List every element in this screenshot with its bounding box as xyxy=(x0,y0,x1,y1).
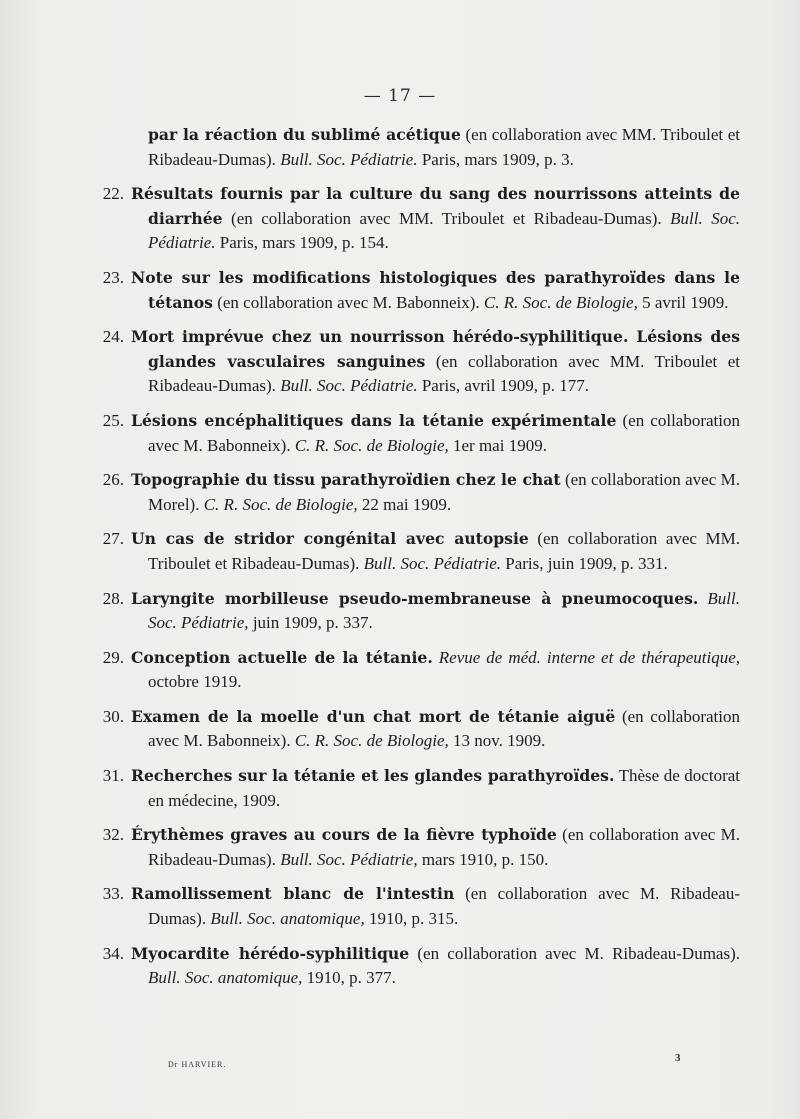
entry-text xyxy=(148,123,740,172)
entry-text xyxy=(131,764,740,813)
entry-details: 1er mai 1909. xyxy=(448,435,547,455)
bibliography-entry xyxy=(0,942,800,991)
entry-journal: Bull. Soc. Pédiatrie. xyxy=(363,553,502,573)
entry-collaboration: (en collaboration avec MM. Triboulet et Ribadeau-Dumas). xyxy=(222,208,671,228)
entry-number: 33. xyxy=(102,884,124,904)
entry-collaboration: Thèse de doctorat en médecine, 1909. xyxy=(148,766,741,810)
entry-title: Note sur les modifications histologiques des parathyroïdes dans le tétanos xyxy=(131,267,740,312)
entry-title: Recherches sur la tétanie et les glandes parathyroïdes. xyxy=(131,766,615,786)
entry-number: 26. xyxy=(102,470,124,490)
entry-journal: Bull. Soc. anatomique, xyxy=(210,909,365,929)
entry-number: 25. xyxy=(102,410,124,430)
entry-number: 34. xyxy=(102,943,124,963)
bibliography-entry xyxy=(0,764,800,813)
bibliography-entry xyxy=(0,325,800,399)
entry-title: Érythèmes graves au cours de la fièvre typhoïde xyxy=(131,825,557,845)
bibliography-entry xyxy=(0,527,800,576)
entry-title: par la réaction du sublimé acétique xyxy=(148,125,461,144)
entry-number: 29. xyxy=(102,647,124,667)
entry-text xyxy=(131,587,740,636)
bibliography-entry xyxy=(0,409,800,458)
entry-details: 1910, p. 377. xyxy=(302,968,396,988)
entry-text xyxy=(131,409,740,458)
entry-collaboration: (en collaboration avec M. Ribadeau-Dumas). xyxy=(148,884,740,929)
entry-text xyxy=(131,882,740,931)
entry-text xyxy=(131,823,740,872)
entry-text xyxy=(131,705,740,754)
entry-collaboration: (en collaboration avec M. Morel). xyxy=(148,470,741,514)
entry-details: Paris, avril 1909, p. 177. xyxy=(417,376,589,396)
entry-text xyxy=(131,182,740,256)
entry-journal: C. R. Soc. de Biologie, xyxy=(294,731,449,751)
entry-details: 1910, p. 315. xyxy=(364,909,459,929)
entry-number: 28. xyxy=(102,588,124,608)
bibliography-entry xyxy=(0,266,800,315)
entry-journal: Bull. Soc. Pédiatrie, xyxy=(148,588,740,633)
entry-details: Paris, mars 1909, p. 3. xyxy=(417,149,574,169)
entry-details: 5 avril 1909. xyxy=(637,292,729,312)
entry-journal: Bull. Soc. Pédiatrie, xyxy=(280,849,418,869)
entry-text xyxy=(131,527,740,576)
entry-collaboration: (en collaboration avec MM. Triboulet et Ribadeau-Dumas). xyxy=(148,125,740,169)
entry-details: juin 1909, p. 337. xyxy=(248,613,373,633)
bibliography-entry xyxy=(0,587,800,636)
entry-collaboration: (en collaboration avec M. Babonneix). xyxy=(148,706,740,751)
entry-text xyxy=(131,325,740,399)
entry-text xyxy=(131,646,740,695)
entry-journal: C. R. Soc. de Biologie, xyxy=(203,494,358,514)
entry-text xyxy=(131,468,740,517)
entry-collaboration: (en collaboration avec MM. Triboulet et Ribadeau-Dumas). xyxy=(148,351,740,396)
entry-title: Résultats fournis par la culture du sang des nourrissons atteints de diarrhée xyxy=(131,184,740,228)
footer-author: Dr HARVIER. xyxy=(168,1060,227,1069)
entry-collaboration: (en collaboration avec M. Ribadeau-Dumas). xyxy=(409,943,740,963)
entry-text xyxy=(131,266,740,315)
entry-collaboration: (en collaboration avec MM. Triboulet et Ribadeau-Dumas). xyxy=(148,529,740,573)
entry-collaboration: (en collaboration avec M. Babonneix). xyxy=(212,292,484,312)
entry-details: octobre 1919. xyxy=(148,672,242,692)
entry-journal: C. R. Soc. de Biologie, xyxy=(483,292,638,312)
entry-details: mars 1910, p. 150. xyxy=(417,849,549,869)
page-number: — 17 — xyxy=(363,86,437,106)
entry-title: Conception actuelle de la tétanie. xyxy=(131,647,433,667)
entry-number: 23. xyxy=(102,267,124,287)
entry-title: Lésions encéphalitiques dans la tétanie expérimentale xyxy=(131,410,617,430)
bibliography-entry xyxy=(0,182,800,256)
bibliography-entry xyxy=(0,468,800,517)
entry-journal: Bull. Soc. Pédiatrie. xyxy=(280,149,418,169)
bibliography-entry xyxy=(0,646,800,695)
continuation-entry xyxy=(0,123,800,172)
entry-number: 30. xyxy=(102,706,124,726)
bibliography-entry xyxy=(0,882,800,931)
entry-details: Paris, juin 1909, p. 331. xyxy=(501,553,668,573)
entry-details: 13 nov. 1909. xyxy=(448,731,546,751)
entry-details: 22 mai 1909. xyxy=(357,494,452,514)
entry-title: Examen de la moelle d'un chat mort de tétanie aiguë xyxy=(131,706,616,726)
entry-title: Topographie du tissu parathyroïdien chez le chat xyxy=(131,470,561,490)
entry-number: 32. xyxy=(102,825,124,845)
entry-journal: Revue de méd. interne et de thérapeutique, xyxy=(438,647,741,667)
entry-title: Myocardite hérédo-syphilitique xyxy=(131,943,410,963)
entry-title: Un cas de stridor congénital avec autopsie xyxy=(131,529,529,549)
entry-collaboration: (en collaboration avec M. Ribadeau-Dumas). xyxy=(148,825,740,869)
entry-journal: Bull. Soc. anatomique, xyxy=(148,968,303,988)
entry-details: Paris, mars 1909, p. 154. xyxy=(215,233,389,253)
entry-title: Ramollissement blanc de l'intestin xyxy=(131,884,455,904)
entry-text xyxy=(131,942,740,991)
entry-number: 27. xyxy=(102,529,124,549)
entry-number: 24. xyxy=(102,327,124,347)
entry-title: Laryngite morbilleuse pseudo-membraneuse à pneumocoques. xyxy=(131,588,699,608)
entry-number: 31. xyxy=(102,766,124,786)
entry-journal: Bull. Soc. Pédiatrie. xyxy=(148,208,740,253)
entry-number: 22. xyxy=(102,184,124,204)
footer-signature-mark: 3 xyxy=(675,1052,681,1064)
entry-title: Mort imprévue chez un nourrisson hérédo-syphilitique. Lésions des glandes vasculaires sanguines xyxy=(131,327,740,371)
entry-collaboration: (en collaboration avec M. Babonneix). xyxy=(148,410,740,455)
bibliography-entry xyxy=(0,823,800,872)
bibliography-entry xyxy=(0,705,800,754)
bibliography-list xyxy=(0,123,800,1001)
entry-journal: Bull. Soc. Pédiatrie. xyxy=(280,376,418,396)
entry-journal: C. R. Soc. de Biologie, xyxy=(294,435,449,455)
